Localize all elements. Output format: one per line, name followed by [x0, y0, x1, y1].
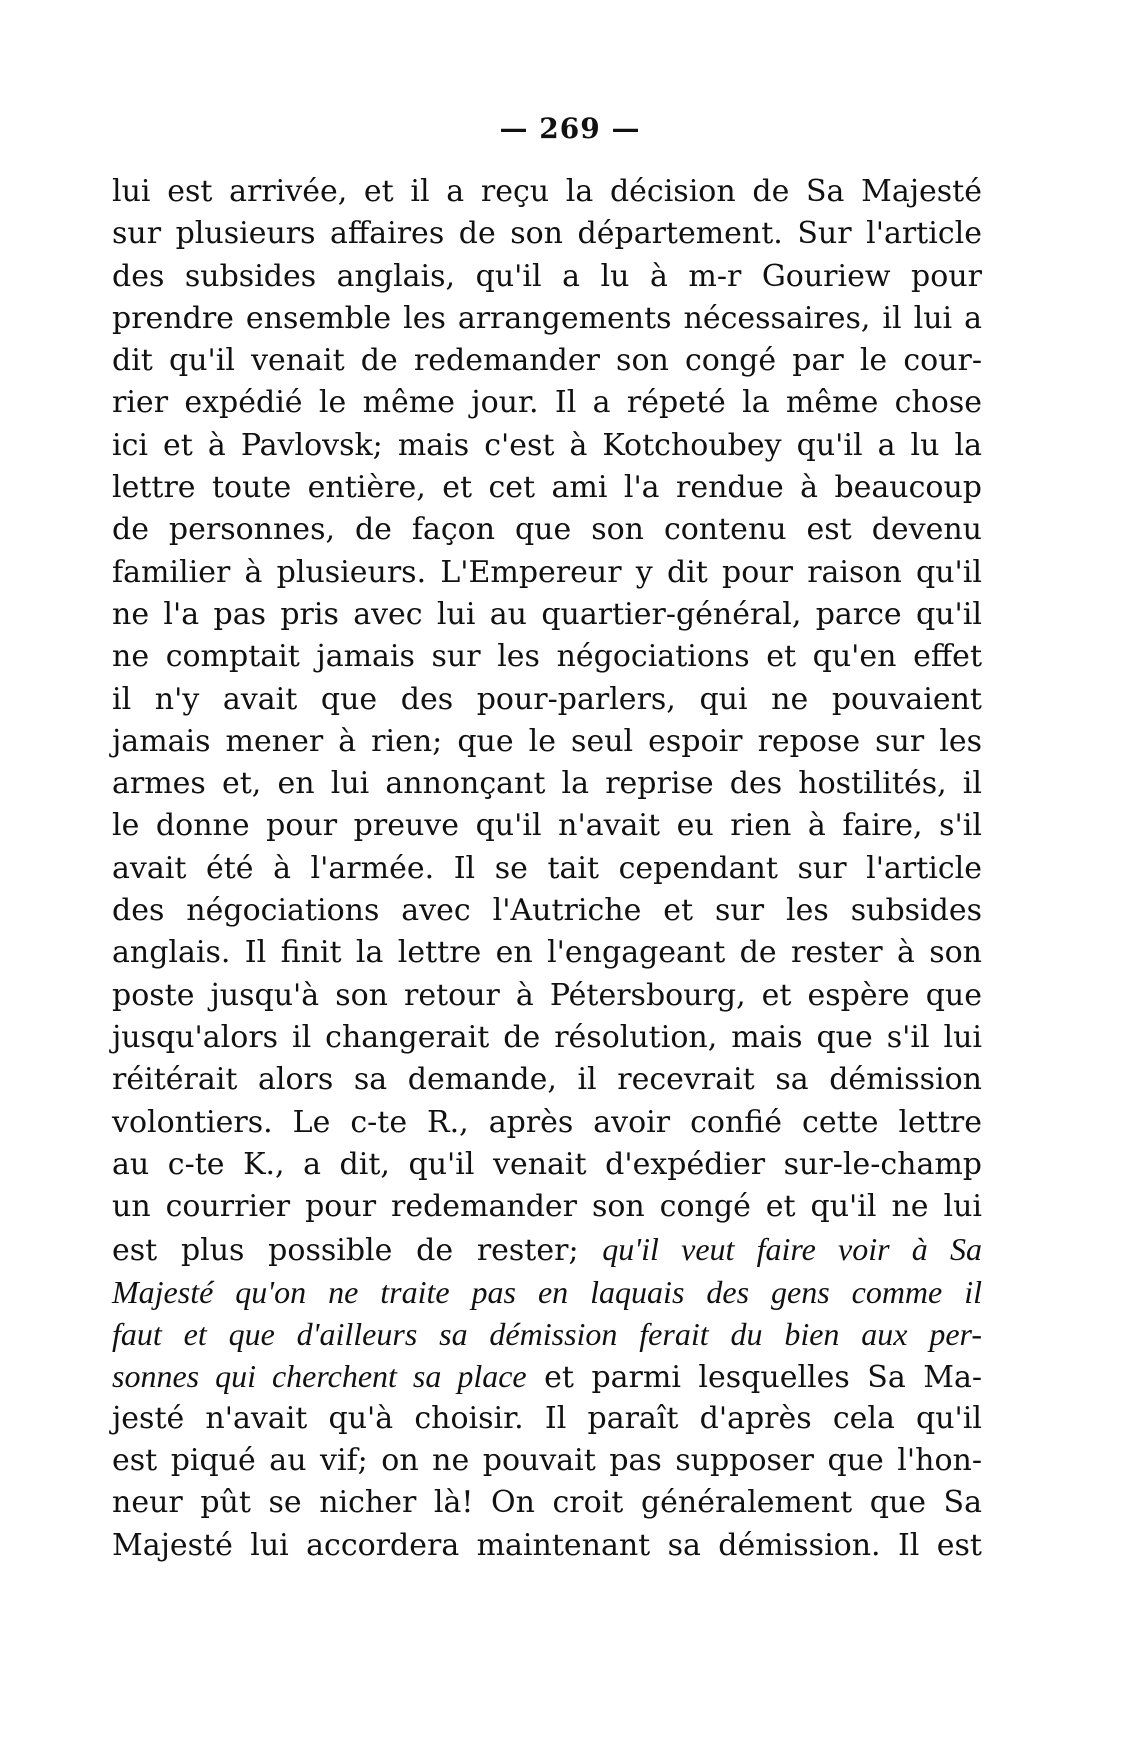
- text-line: réitérait alors sa demande, il recevrait sa démission: [112, 1062, 982, 1098]
- text-line: de personnes, de façon que son contenu est devenu: [112, 512, 982, 548]
- text-line: jamais mener à rien; que le seul espoir repose sur les: [112, 723, 982, 759]
- text-line-mixed: [112, 1228, 982, 1270]
- text-line: anglais. Il finit la lettre en l'engageant de rester à son: [112, 935, 982, 971]
- text-line-mixed: [112, 1355, 982, 1397]
- text-line: lettre toute entière, et cet ami l'a rendue à beaucoup: [112, 470, 982, 506]
- text-line: le donne pour preuve qu'il n'avait eu rien à faire, s'il: [112, 808, 982, 844]
- text-line: ne l'a pas pris avec lui au quartier-général, parce qu'il: [112, 596, 982, 632]
- text-line: prendre ensemble les arrangements nécessaires, il lui a: [112, 300, 982, 336]
- text-segment: et parmi lesquelles Sa Ma-: [526, 1360, 982, 1396]
- text-line: Majesté lui accordera maintenant sa démission. Il est: [112, 1527, 982, 1563]
- text-line: sur plusieurs affaires de son département. Sur l'article: [112, 216, 982, 252]
- text-line: au c-te K., a dit, qu'il venait d'expédier sur-le-champ: [112, 1146, 982, 1182]
- text-line: ici et à Pavlovsk; mais c'est à Kotchoubey qu'il a lu la: [112, 427, 982, 463]
- text-line: neur pût se nicher là! On croit généralement que Sa: [112, 1485, 982, 1521]
- italic-quote-line: faut et que d'ailleurs sa démission ferait du bien aux per-: [112, 1316, 982, 1353]
- text-line: est piqué au vif; on ne pouvait pas supposer que l'hon-: [112, 1442, 982, 1478]
- text-line: lui est arrivée, et il a reçu la décision de Sa Majesté: [112, 174, 982, 209]
- text-line: jesté n'avait qu'à choisir. Il paraît d'après cela qu'il: [112, 1400, 982, 1436]
- page-number: — 269 —: [499, 112, 641, 145]
- text-line: des subsides anglais, qu'il a lu à m-r Gouriew pour: [112, 258, 982, 294]
- body-text: [112, 171, 982, 1567]
- text-line: rier expédié le même jour. Il a répeté la même chose: [112, 385, 982, 421]
- text-line: dit qu'il venait de redemander son congé par le cour-: [112, 343, 982, 379]
- text-line: des négociations avec l'Autriche et sur les subsides: [112, 893, 982, 929]
- text-segment: est plus possible de rester;: [112, 1233, 603, 1269]
- italic-quote-segment: sonnes qui cherchent sa place: [112, 1358, 527, 1395]
- text-line: avait été à l'armée. Il se tait cependant sur l'article: [112, 850, 982, 886]
- text-line: poste jusqu'à son retour à Pétersbourg, et espère que: [112, 977, 982, 1013]
- text-line: armes et, en lui annonçant la reprise des hostilités, il: [112, 766, 982, 802]
- italic-quote-line: Majesté qu'on ne traite pas en laquais des gens comme il: [112, 1273, 982, 1310]
- text-line: volontiers. Le c-te R., après avoir confié cette lettre: [112, 1104, 982, 1140]
- text-line: jusqu'alors il changerait de résolution, mais que s'il lui: [112, 1019, 982, 1055]
- text-line: ne comptait jamais sur les négociations et qu'en effet: [112, 639, 982, 675]
- text-line: il n'y avait que des pour-parlers, qui ne pouvaient: [112, 681, 982, 717]
- text-line: familier à plusieurs. L'Empereur y dit pour raison qu'il: [112, 554, 982, 590]
- italic-quote-segment: qu'il veut faire voir à Sa: [602, 1231, 983, 1268]
- text-line: un courrier pour redemander son congé et qu'il ne lui: [112, 1189, 982, 1225]
